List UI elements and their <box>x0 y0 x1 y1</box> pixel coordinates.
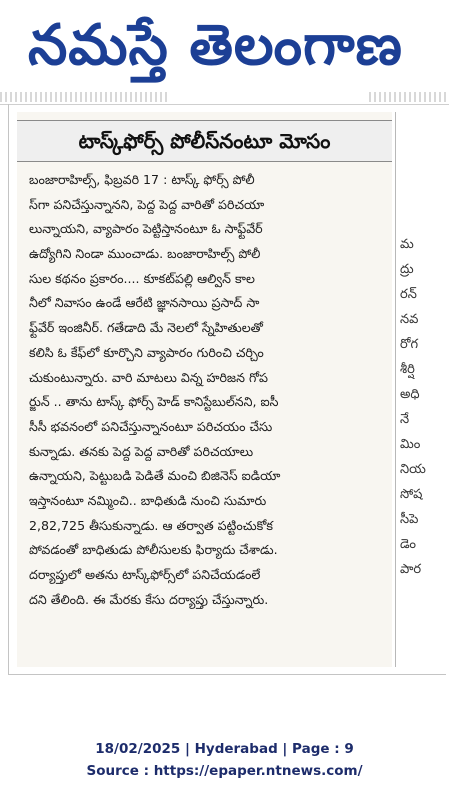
newspaper-logo: నమస్తే తెలంగాణ <box>28 13 403 78</box>
article-body <box>29 168 389 612</box>
column-divider <box>395 112 396 667</box>
adjacent-line: పార <box>400 562 422 577</box>
adjacent-line: సోష <box>400 487 423 502</box>
article-line: దని తేలింది. ఈ మేరకు కేసు దర్యాప్తు చేస్తున్నారు. <box>29 591 269 607</box>
edition-info: 18/02/2025 | Hyderabad | Page : 9 <box>95 741 354 757</box>
article-line: ర్జున్ .. తాను టాస్క్ ఫోర్స్ హెడ్ కానిస్టేబుల్‌నని, ఐసీ <box>29 394 279 410</box>
article-line: కున్నాడు. తనకు పెద్ద పెద్ద వారితో పరిచయాలు <box>29 443 254 459</box>
adjacent-line: మిం <box>400 437 421 452</box>
article-line: ఉన్నాయని, పెట్టుబడి పెడితే మంచి బిజినెస్ ఐడియా <box>29 468 281 484</box>
adjacent-line: నవ <box>400 312 419 327</box>
article-line: కలిసి ఓ కేఫ్‌లో కూర్చొని వ్యాపారం గురించి చర్చిం <box>29 344 264 360</box>
top-strip-left-fragment <box>0 92 168 102</box>
adjacent-column-fragment <box>400 232 449 582</box>
adjacent-line: రన్ <box>400 287 417 302</box>
adjacent-line: సీపె <box>400 512 419 527</box>
adjacent-line: నియ <box>400 462 426 477</box>
article-line: చుకుంటున్నారు. వారి మాటలు విన్న హరిజన గోప <box>29 369 268 385</box>
source-link[interactable]: Source : https://epaper.ntnews.com/ <box>86 763 363 779</box>
article-line: ఫ్ట్‌వేర్ ఇంజినీర్. గతేడాది మే నెలలో స్నేహితులతో <box>29 320 263 336</box>
adjacent-line: రోగ <box>400 337 419 352</box>
article-line: లున్నాయని, వ్యాపారం పెట్టిస్తానంటూ ఓ సాఫ్ట్‌వేర్ <box>29 221 263 237</box>
article-line: 2,82,725 తీసుకున్నాడు. ఆ తర్వాత పట్టించుకోక <box>29 517 274 533</box>
headline-band <box>17 120 392 162</box>
adjacent-line: ద్రు <box>400 262 414 277</box>
page-footer <box>0 738 449 782</box>
adjacent-line: శీర్షి <box>400 362 415 377</box>
article-clipping <box>17 112 392 667</box>
article-line: బంజారాహిల్స్, ఫిబ్రవరి 17 : టాస్క్ ఫోర్స్ పోలీ <box>29 172 255 187</box>
top-strip-right-fragment <box>369 92 449 102</box>
adjacent-line: మ <box>400 237 414 252</box>
adjacent-line: నే <box>400 412 410 427</box>
article-line: నీలో నివాసం ఉండే ఆరేటి జ్ఞానసాయి ప్రసాద్ సా <box>29 295 260 311</box>
masthead <box>0 0 449 92</box>
article-line: ఉద్యోగిని నిండా ముంచాడు. బంజారాహిల్స్ పోలీ <box>29 246 261 262</box>
article-line: స్‌గా పనిచేస్తున్నానని, పెద్ద పెద్ద వారితో పరిచయా <box>29 196 265 212</box>
article-headline: టాస్క్‌ఫోర్స్ పోలీస్‌నంటూ మోసం <box>78 129 331 153</box>
article-line: ఇస్తానంటూ నమ్మించి.. బాధితుడి నుంచి సుమారు <box>29 492 267 508</box>
article-line: సుల కథనం ప్రకారం.... కూకట్‌పల్లి ఆల్విన్ కాల <box>29 270 255 286</box>
article-line: సీసీ భవనంలో పనిచేస్తున్నానంటూ పరిచయం చేసు <box>29 418 273 434</box>
article-line: పోవడంతో బాధితుడు పోలీసులకు ఫిర్యాదు చేశాడు. <box>29 542 278 558</box>
article-line: దర్యాప్తులో అతను టాస్క్‌ఫోర్స్‌లో పనిచేయడంలే <box>29 567 261 582</box>
adjacent-line: డెం <box>400 537 417 552</box>
adjacent-line: అధి <box>400 387 420 402</box>
